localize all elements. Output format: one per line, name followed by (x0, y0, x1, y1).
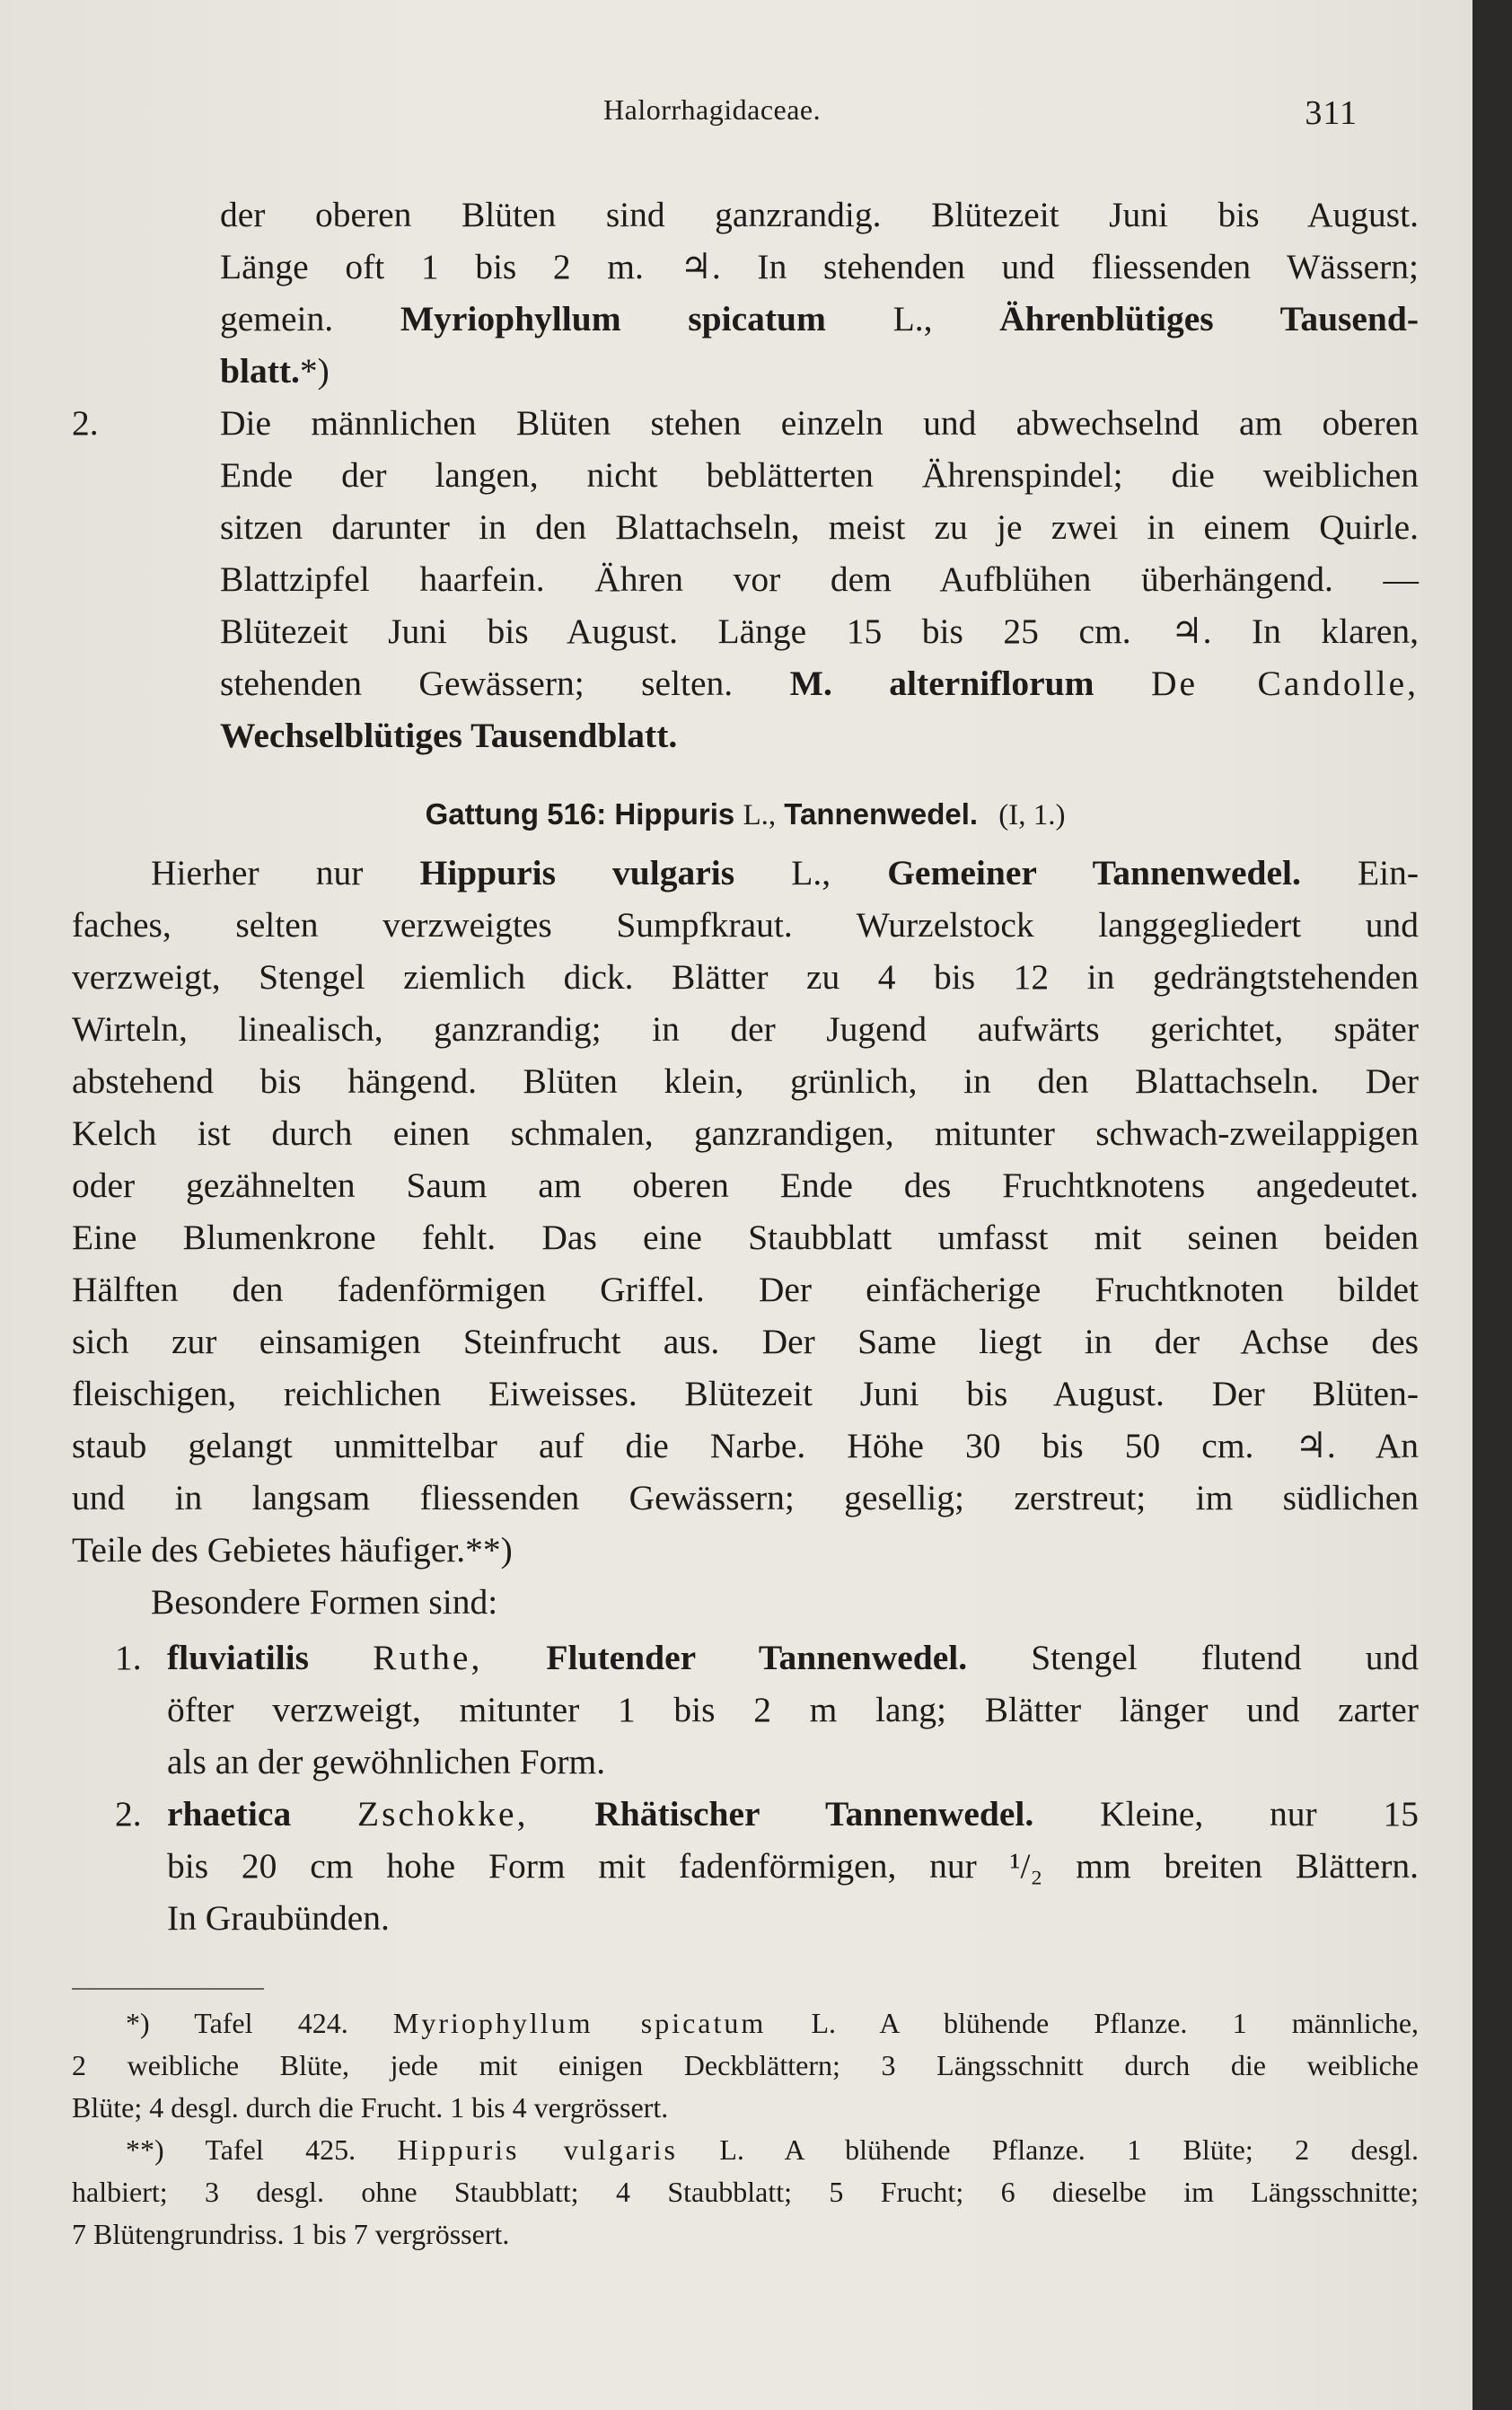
text-line: Hälften den fadenförmigen Griffel. Der einfächerige Fruchtknoten bildet (72, 1270, 1419, 1309)
text-span: Stengel flutend und (1031, 1638, 1419, 1677)
common-name: Gemeiner Tannenwedel. (887, 853, 1301, 893)
genus-class: (I, 1.) (998, 799, 1066, 831)
text-line (220, 709, 1419, 761)
text-span: mm breiten Blättern. (1076, 1846, 1419, 1886)
text-line: fleischigen, reichlichen Eiweisses. Blütezeit Juni bis August. Der Blüten- (72, 1374, 1419, 1413)
text-span: *) Tafel 424. (126, 2007, 348, 2039)
text-line: 7 Blütengrundriss. 1 bis 7 vergrössert. (72, 2218, 510, 2250)
common-name: Rhätischer Tannenwedel. (594, 1794, 1034, 1834)
form-name: rhaetica (167, 1794, 292, 1834)
text-line: staub gelangt unmittelbar auf die Narbe. Höhe 30 bis 50 cm. ♃. An (72, 1426, 1419, 1465)
text-line: Besondere Formen sind: (151, 1582, 498, 1622)
footnote-1 (72, 2002, 1419, 2129)
species-name: Hippuris vulgaris (397, 2133, 678, 2166)
text-line: verzweigt, Stengel ziemlich dick. Blätter zu 4 bis 12 in gedrängtstehenden (72, 957, 1419, 997)
text-line (167, 1788, 1419, 1840)
item-number: 2. (115, 1794, 142, 1834)
page-number: 311 (1305, 94, 1358, 132)
text-span: Hierher nur (151, 853, 364, 893)
text-line: sitzen darunter in den Blattachseln, meist zu je zwei in einem Quirle. (220, 507, 1419, 547)
common-name-cont: blatt. (220, 351, 300, 391)
text-line: In Graubünden. (167, 1898, 390, 1938)
common-name: Wechselblütiges Tausendblatt. (220, 716, 678, 755)
text-line: der oberen Blüten sind ganzrandig. Blütezeit Juni bis August. (220, 195, 1419, 234)
text-line: Teile des Gebietes häufiger.**) (72, 1530, 513, 1570)
form-name: fluviatilis (167, 1638, 310, 1677)
footnote-divider (72, 1988, 264, 1990)
genus-author: L., (743, 799, 777, 831)
running-header (603, 93, 1415, 138)
text-line (220, 657, 1419, 709)
text-line: halbiert; 3 desgl. ohne Staubblatt; 4 Staubblatt; 5 Frucht; 6 dieselbe im Längsschnitte; (72, 2176, 1419, 2208)
text-span: L. A blühende Pflanze. 1 männliche, (811, 2007, 1420, 2039)
paragraph-hippuris (72, 847, 1419, 1576)
text-span: gemein. (220, 299, 334, 339)
text-line (72, 847, 1419, 899)
text-line: Ende der langen, nicht beblätterten Ährenspindel; die weiblichen (220, 455, 1419, 495)
text-line (72, 2129, 1419, 2171)
text-line (167, 1632, 1419, 1684)
paragraph-myriophyllum-end (72, 189, 1419, 397)
species-name: M. alterniflorum (789, 664, 1094, 703)
text-line: 2 weibliche Blüte, jede mit einigen Deckblättern; 3 Längsschnitt durch die weibliche (72, 2049, 1419, 2081)
text-line (220, 293, 1419, 345)
species-name: Myriophyllum spicatum (392, 2007, 767, 2039)
species-name: Hippuris vulgaris (419, 853, 735, 893)
text-line (72, 2002, 1419, 2045)
text-line: und in langsam fliessenden Gewässern; gesellig; zerstreut; im südlichen (72, 1478, 1419, 1517)
text-line: sich zur einsamigen Steinfrucht aus. Der Same liegt in der Achse des (72, 1322, 1419, 1361)
running-title: Halorrhagidaceae. (603, 93, 822, 126)
text-span: Kleine, nur 15 (1100, 1794, 1420, 1834)
text-line: Wirteln, linealisch, ganzrandig; in der Jugend aufwärts gerichtet, später (72, 1009, 1419, 1049)
text-line: als an der gewöhnlichen Form. (167, 1742, 606, 1781)
text-line: Die männlichen Blüten stehen einzeln und abwechselnd am oberen (220, 403, 1419, 443)
text-line (167, 1840, 1419, 1892)
text-line: Kelch ist durch einen schmalen, ganzrandigen, mitunter schwach-zweilappigen (72, 1113, 1419, 1153)
text-span: **) Tafel 425. (126, 2133, 356, 2166)
main-text (72, 189, 1419, 1944)
text-line: Eine Blumenkrone fehlt. Das eine Staubblatt umfasst mit seinen beiden (72, 1218, 1419, 1257)
footnotes (72, 2002, 1419, 2256)
author-name: Ruthe, (373, 1638, 483, 1677)
item-number: 2. (72, 403, 99, 443)
author-abbrev: L., (892, 299, 933, 339)
text-span: bis 20 cm hohe Form mit fadenförmigen, nur (167, 1846, 977, 1886)
text-line: Blüte; 4 desgl. durch die Frucht. 1 bis 4 vergrössert. (72, 2091, 669, 2124)
text-line: Länge oft 1 bis 2 m. ♃. In stehenden und fliessenden Wässern; (220, 247, 1419, 286)
common-name: Flutender Tannenwedel. (546, 1638, 968, 1677)
text-span: Ein- (1357, 853, 1419, 893)
genus-label: Gattung 516: Hippuris (425, 797, 735, 831)
text-line: öfter verzweigt, mitunter 1 bis 2 m lang; Blätter länger und zarter (167, 1690, 1419, 1729)
species-name: Myriophyllum spicatum (400, 299, 826, 339)
common-name: Ährenblütiges Tausend- (999, 299, 1420, 339)
form-fluviatilis (72, 1632, 1419, 1788)
forms-intro (72, 1576, 1419, 1628)
text-line: Blütezeit Juni bis August. Länge 15 bis 25 cm. ♃. In klaren, (220, 611, 1419, 651)
author-name: De Candolle, (1150, 664, 1419, 703)
text-line: faches, selten verzweigtes Sumpfkraut. Wurzelstock langgegliedert und (72, 905, 1419, 945)
text-line: abstehend bis hängend. Blüten klein, grünlich, in den Blattachseln. Der (72, 1061, 1419, 1101)
footnote-ref: *) (299, 351, 330, 391)
form-rhaetica (72, 1788, 1419, 1944)
text-span: stehenden Gewässern; selten. (220, 664, 734, 703)
genus-common-name: Tannenwedel. (784, 797, 979, 831)
author-name: Zschokke, (357, 1794, 529, 1834)
text-line: Blattzipfel haarfein. Ähren vor dem Aufblühen überhängend. — (220, 559, 1419, 599)
author-abbrev: L., (791, 853, 831, 893)
item-number: 1. (115, 1638, 142, 1677)
text-span: L. A blühende Pflanze. 1 Blüte; 2 desgl. (719, 2133, 1420, 2166)
text-line (220, 345, 1419, 397)
fraction: ¹/₂ (1009, 1846, 1043, 1886)
footnote-2 (72, 2129, 1419, 2256)
item-alterniflorum (72, 397, 1419, 761)
text-line: oder gezähnelten Saum am oberen Ende des Fruchtknotens angedeutet. (72, 1165, 1419, 1205)
genus-heading (72, 788, 1419, 841)
